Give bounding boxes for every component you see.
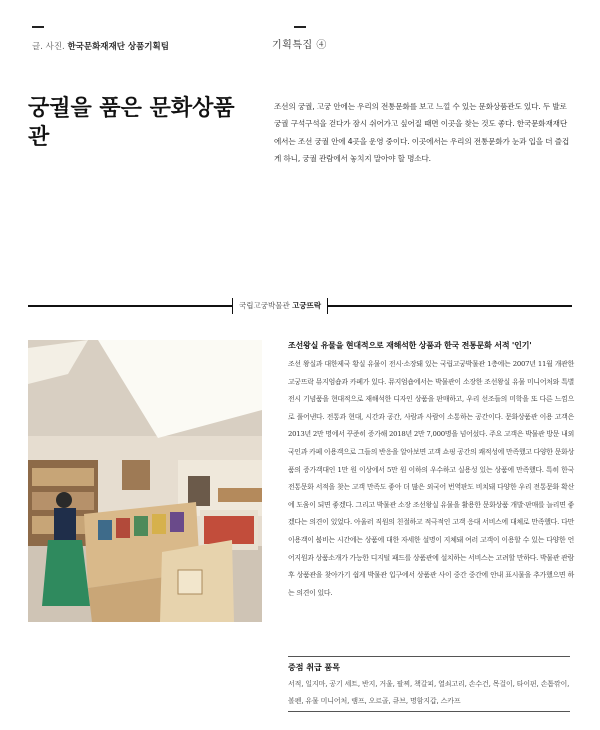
- items-list: 서적, 일지마, 공기 세트, 반지, 거울, 팔찌, 책갈피, 열쇠고리, 손수건, 목걸이, 타이핀, 손톱깎이, 볼펜, 유물 미니어처, 램프, 오르골, 큐브, 명함지갑, 스카프: [288, 680, 570, 705]
- customer-figure: [188, 476, 210, 506]
- items-title: 중점 취급 품목: [288, 663, 340, 672]
- staff-jacket: [54, 508, 76, 544]
- header-dash-right: [294, 26, 306, 28]
- staff-head: [56, 492, 72, 508]
- section-label: [232, 298, 328, 314]
- section-label-name: 고궁뜨락: [292, 301, 322, 310]
- items-rule-bottom: [288, 711, 570, 712]
- author-credit: [32, 40, 169, 52]
- header-dash-left: [32, 26, 44, 28]
- shop-photo: [28, 340, 262, 622]
- section-label-prefix: 국립고궁박물관: [239, 301, 290, 310]
- article-intro: 조선의 궁궐, 고궁 안에는 우리의 전통문화를 보고 느낄 수 있는 문화상품관도 있다. 두 발로 궁궐 구석구석을 걷다가 잠시 쉬어가고 싶어질 때면 이곳을 찾는 것도 좋다. 한국문화재재단에서는 조선 궁궐 안에 4곳을 운영 중이다. 이곳에서는 우리의 전통문화가 눈과 입을 더 즐겁게 하니, 궁궐 관람에서 놓치지 말아야 할 명소다.: [274, 102, 570, 164]
- article-title: 궁궐을 품은 문화상품관: [28, 95, 235, 150]
- hanbok-skirt: [42, 540, 90, 606]
- series-label: 기획특집 ④: [272, 40, 327, 51]
- items-rule-top: [288, 656, 570, 657]
- section-subhead: 조선왕실 유물을 현대적으로 재해석한 상품과 한국 전통문화 서적 '인기': [288, 341, 532, 350]
- credit-source: 한국문화재재단 상품기획팀: [67, 42, 169, 52]
- section-body: 조선 왕실과 대한제국 황실 유물이 전시·소장돼 있는 국립고궁박물관 1층에는 2007년 11월 개관한 고궁뜨락 뮤지엄숍과 카페가 있다. 뮤지엄숍에서는 박물관이 소장한 조선왕실 유물 미니어처와 특별전시 기념품을 현대적으로 재해석한 디자인 상품을 판매하고, 우리 선조들의 미학을 또 다른 느낌으로 풀어낸다. 전통과 현대, 시간과 공간, 사람과 사람이 소통하는 공간이다. 문화상품관 이용 고객은 2013년 2만 명에서 꾸준히 증가해 2018년 2만 7,000명을 넘어섰다. 주요 고객은 박물관 방문 내외국인과 카페 이용객으로 그들의 반응을 알아보면 고객 쇼핑 공간의 쾌적성에 만족했고 다양한 문화상품의 증가객대인 1만 원 이상에서 5만 원 이하의 우수하고 실용성 있는 상품에 만족했다. 특히 한국 전통문화 서적을 찾는 고객 만족도 좋아 더 많은 외국어 번역판도 비치돼 다양한 우리 전통문화 확산에 도움이 되면 좋겠다. 그리고 박물관 소장 조선왕실 유물을 활용한 문화상품 개발·판매를 늘리면 좋겠다는 의견이 있었다. 아울러 직원의 친절하고 적극적인 고객 응대 서비스에 대체로 만족했다. 다만 이용객이 붐비는 시간에는 상품에 대한 자세한 설명이 지체돼 여러 고객이 이용할 수 있는 다양한 언어지원과 상품소개가 가능한 디지털 패드를 상품관에 설치하는 서비스는 고려할 만하다. 박물관 관람 후 상품관을 찾아가기 쉽게 박물관 입구에서 상품관 사이 중간 중간에 안내 표시물을 추가했으면 하는 의견이 있다.: [288, 360, 574, 597]
- credit-prefix: 글. 사진.: [32, 42, 65, 52]
- wall-display: [122, 460, 150, 490]
- shop-photo-illustration: [28, 340, 262, 622]
